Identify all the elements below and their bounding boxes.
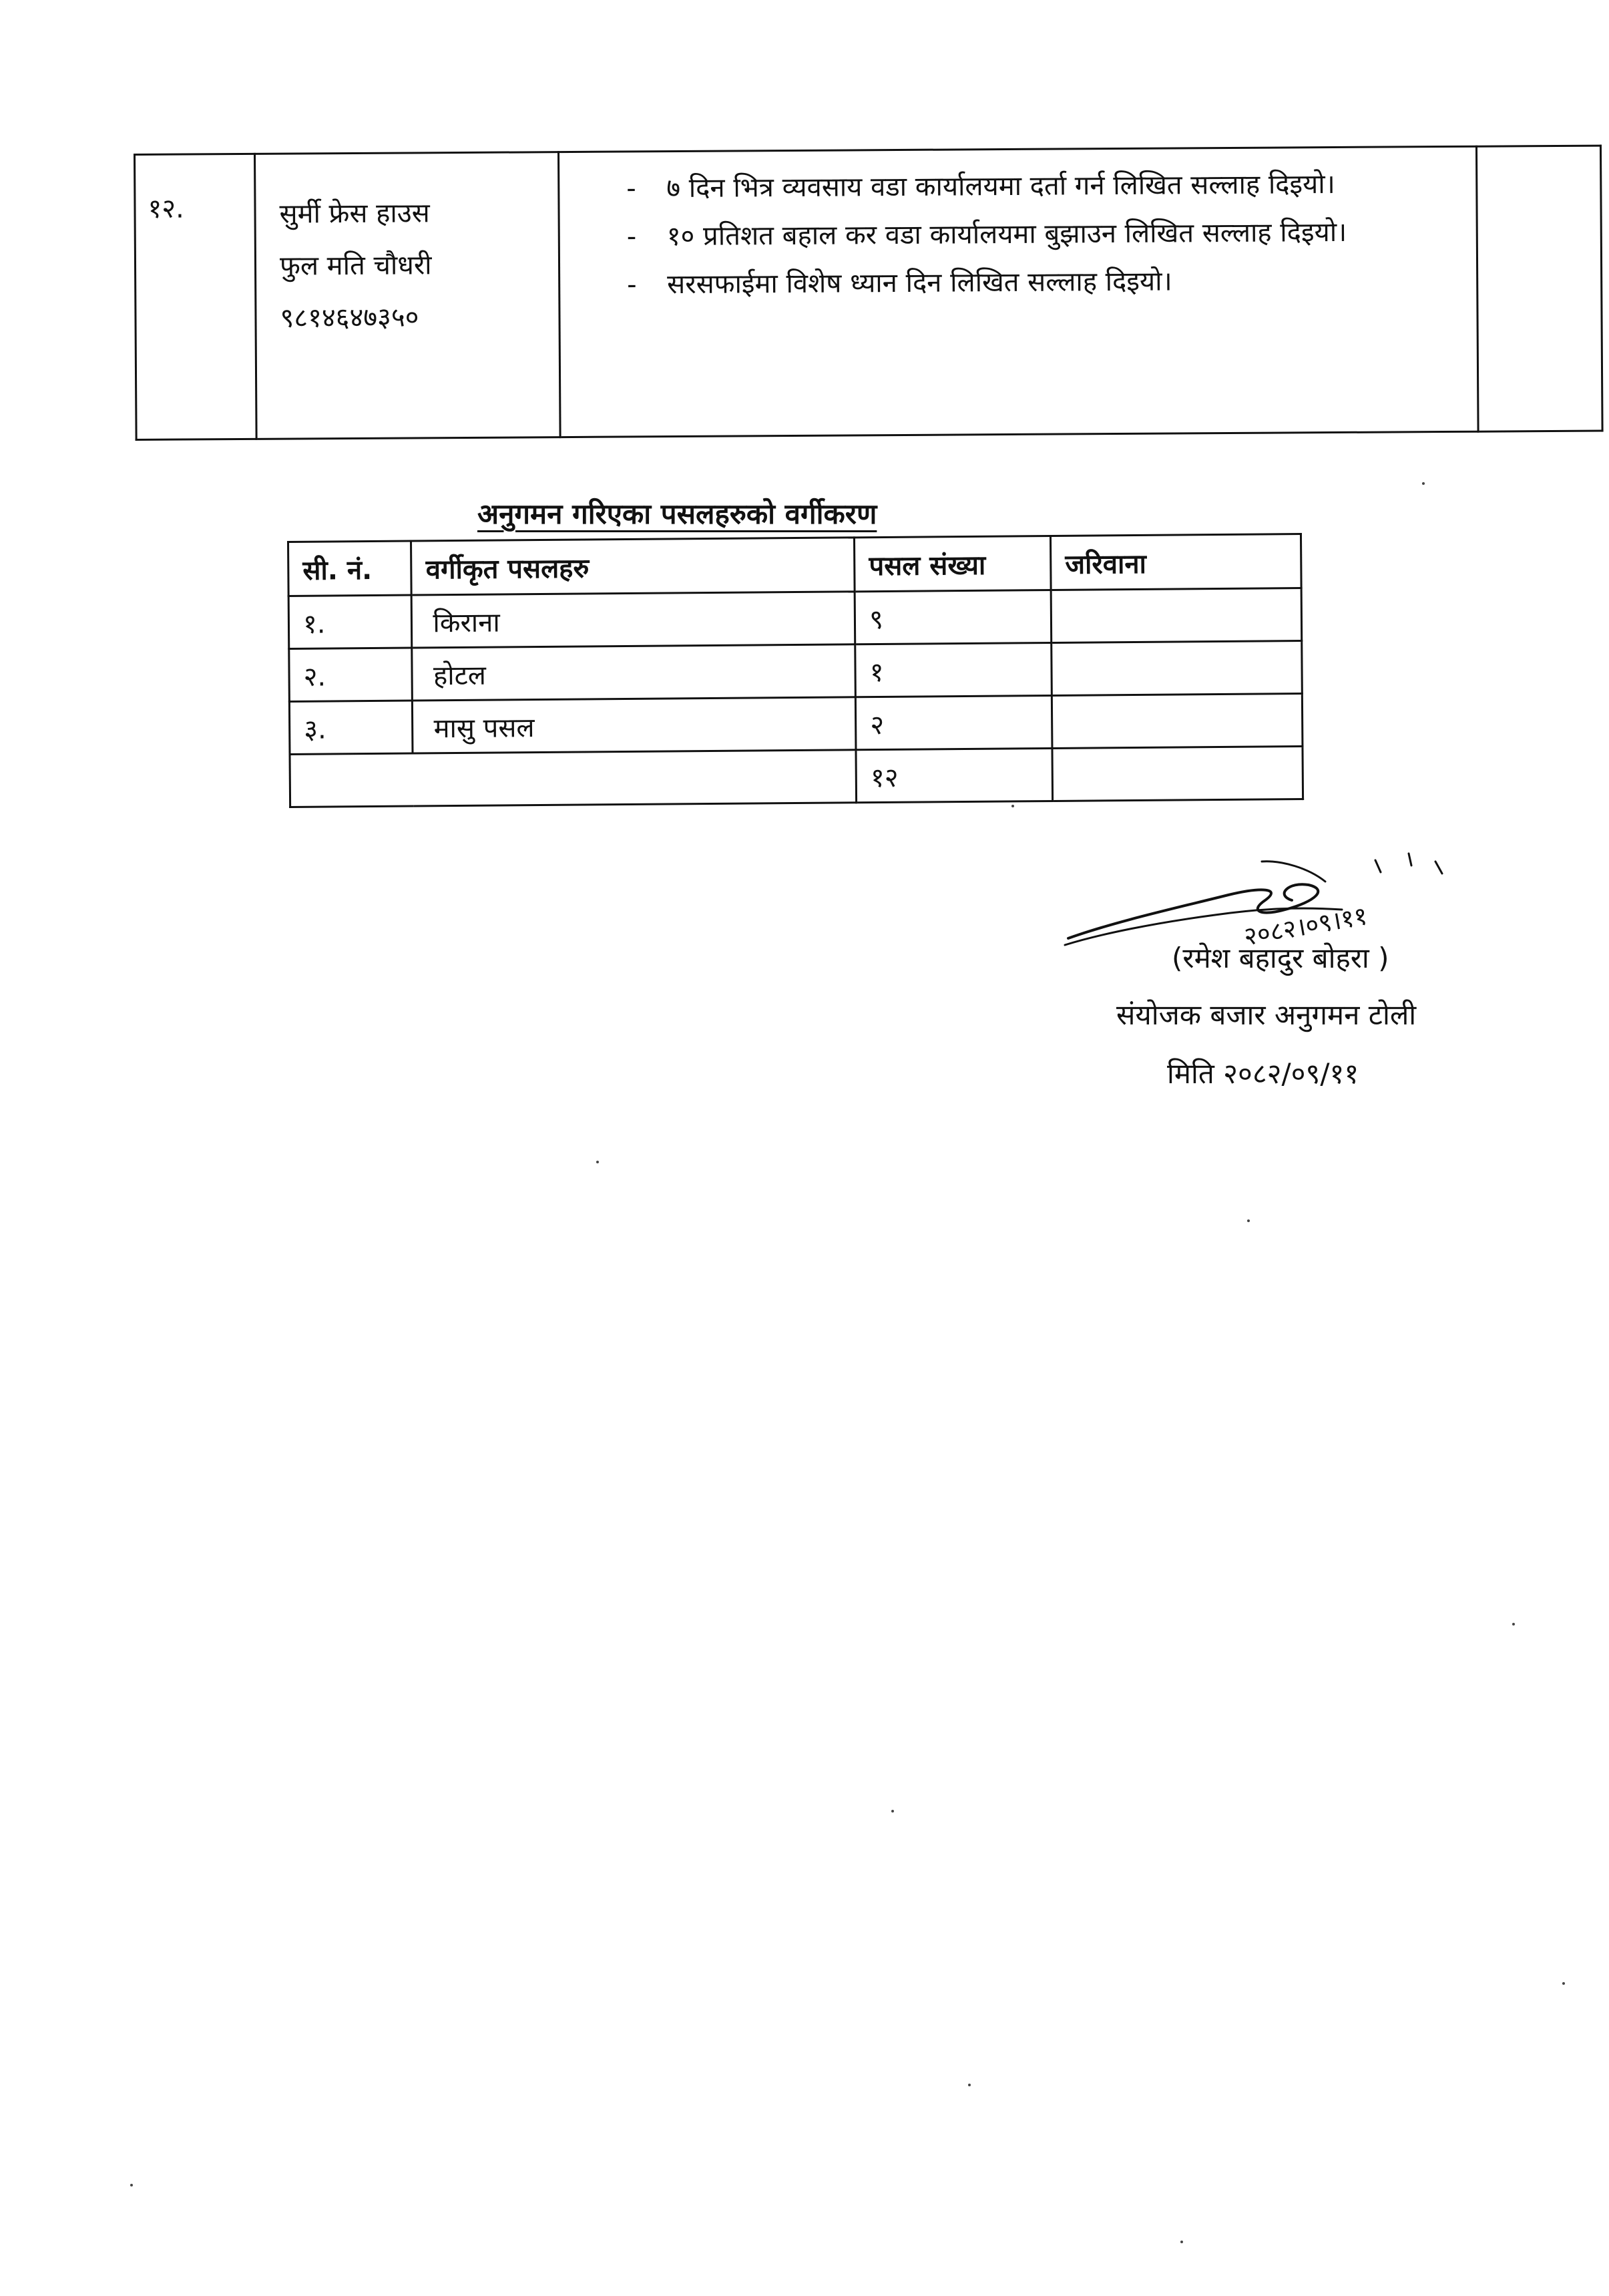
record-owner-name: फुल मति चौधरी xyxy=(279,250,432,282)
signer-title: संयोजक बजार अनुगमन टोली xyxy=(1116,998,1417,1031)
row-count: २ xyxy=(856,696,1052,750)
remark-text: १० प्रतिशत बहाल कर वडा कार्यालयमा बुझाउन लिखित सल्लाह दिइयो। xyxy=(666,216,1347,252)
record-table xyxy=(134,145,1604,441)
record-serial: १२. xyxy=(135,154,257,439)
total-label-cell xyxy=(290,750,857,807)
remark-item xyxy=(560,256,1476,309)
classification-heading: अनुगमन गरिएका पसलहरुको वर्गीकरण xyxy=(477,498,877,530)
row-serial: १. xyxy=(288,595,412,648)
signer-name: (रमेश बहादुर बोहरा ) xyxy=(1172,942,1389,974)
column-header-serial: सी. नं. xyxy=(288,541,412,596)
remark-item xyxy=(560,208,1476,261)
record-empty-cell xyxy=(1476,146,1602,431)
column-header-count: पसल संख्या xyxy=(855,536,1051,592)
record-remarks xyxy=(558,146,1478,437)
table-row xyxy=(288,588,1302,649)
table-row xyxy=(289,641,1303,702)
remark-dash: - xyxy=(626,173,636,204)
row-category: किराना xyxy=(412,592,855,648)
record-shop-name: सुर्मी फ्रेस हाउस xyxy=(279,198,430,230)
remark-dash: - xyxy=(626,221,637,252)
record-phone: ९८१४६४७३५० xyxy=(280,302,419,334)
row-fine xyxy=(1051,588,1302,643)
signer-date: मिति २०८२/०९/११ xyxy=(1167,1057,1359,1090)
row-count: ९ xyxy=(855,590,1051,644)
classification-header-row xyxy=(288,534,1302,596)
record-row xyxy=(135,146,1603,439)
remark-text: सरसफाईमा विशेष ध्यान दिन लिखित सल्लाह दिइयो। xyxy=(667,266,1172,301)
column-header-fine: जरिवाना xyxy=(1051,534,1302,590)
total-count: १२ xyxy=(856,749,1052,803)
row-fine xyxy=(1052,641,1303,696)
row-serial: ३. xyxy=(289,701,413,754)
row-count: १ xyxy=(855,643,1052,697)
column-header-category: वर्गीकृत पसलहरु xyxy=(411,538,855,595)
row-serial: २. xyxy=(289,648,413,701)
row-category: मासु पसल xyxy=(413,697,856,753)
row-category: होटल xyxy=(412,644,855,701)
signature-date-handwriting: २०८२।०९।११ xyxy=(1241,900,1370,952)
remark-dash: - xyxy=(627,269,637,301)
table-row xyxy=(289,694,1303,755)
total-row xyxy=(290,747,1303,807)
row-fine xyxy=(1052,694,1303,749)
remark-item xyxy=(559,160,1475,213)
remark-text: ७ दिन भित्र व्यवसाय वडा कार्यालयमा दर्ता गर्न लिखित सल्लाह दिइयो। xyxy=(666,169,1335,204)
record-shop-details xyxy=(255,152,561,439)
total-fine xyxy=(1052,747,1303,801)
classification-table xyxy=(287,533,1304,808)
